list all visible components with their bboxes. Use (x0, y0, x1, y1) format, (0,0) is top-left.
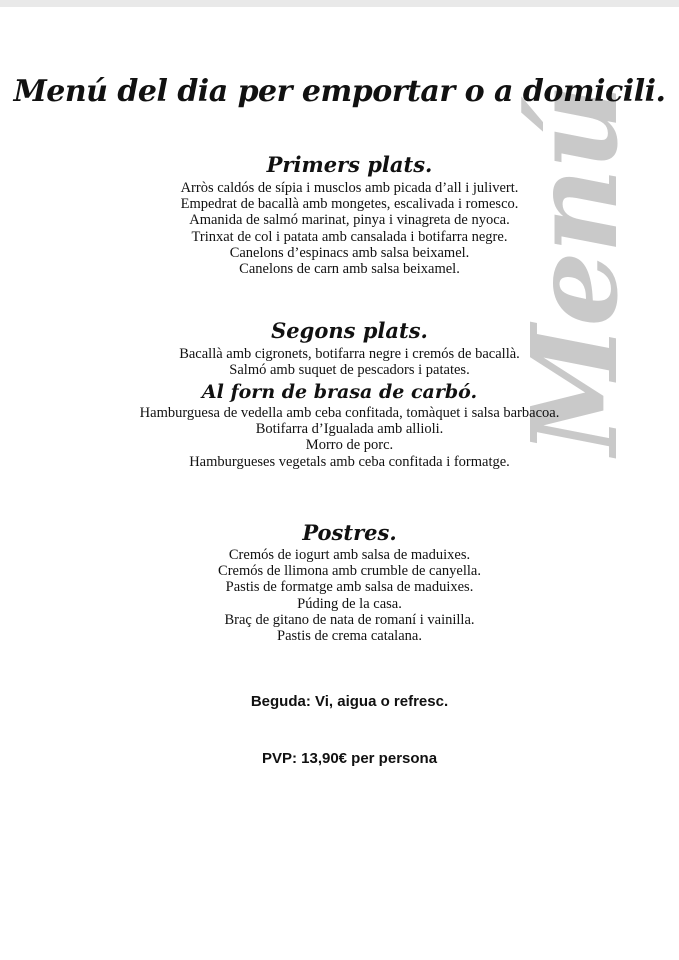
price-info: PVP: 13,90€ per persona (261, 750, 438, 767)
list-item: Cremós de iogurt amb salsa de maduixes. (228, 547, 471, 563)
watermark-text: Menú (505, 85, 645, 455)
list-item: Salmó amb suquet de pescadors i patates. (229, 362, 470, 379)
page-title: Menú del dia per emportar o a domicili. (13, 74, 666, 109)
list-item: Arròs caldós de sípia i musclos amb picada d’all i julivert. (180, 180, 519, 196)
top-bar (0, 0, 679, 7)
list-item: Trinxat de col i patata amb cansalada i botifarra negre. (191, 228, 508, 245)
list-item: Amanida de salmó marinat, pinya i vinagreta de nyoca. (189, 212, 510, 229)
list-item: Empedrat de bacallà amb mongetes, escalivada i romesco. (180, 196, 519, 213)
list-item: Canelons de carn amb salsa beixamel. (239, 261, 460, 278)
section-title-postres: Postres. (302, 520, 397, 545)
list-item: Pastis de crema catalana. (277, 628, 422, 645)
drinks-info: Beguda: Vi, aigua o refresc. (250, 693, 449, 710)
list-primers (0, 180, 679, 277)
list-item: Botifarra d’Igualada amb allioli. (255, 421, 444, 438)
section-title-primers: Primers plats. (266, 152, 433, 177)
list-item: Pastis de formatge amb salsa de maduixes. (225, 579, 474, 596)
list-item: Bacallà amb cigronets, botifarra negre i cremós de bacallà. (179, 346, 520, 362)
list-segons (0, 346, 679, 378)
list-item: Canelons d’espinacs amb salsa beixamel. (229, 244, 470, 261)
list-item: Hamburguesa de vedella amb ceba confitada, tomàquet i salsa barbacoa. (139, 405, 560, 421)
section-title-segons: Segons plats. (271, 318, 428, 343)
list-item: Hamburgueses vegetals amb ceba confitada i formatge. (189, 453, 510, 470)
list-item: Morro de porc. (305, 437, 394, 454)
list-forn (0, 405, 679, 470)
list-postres (0, 547, 679, 644)
list-item: Braç de gitano de nata de romaní i vainilla. (224, 611, 475, 628)
subsection-title-forn: Al forn de brasa de carbó. (201, 381, 478, 403)
list-item: Cremós de llimona amb crumble de canyella. (218, 563, 481, 580)
list-item: Púding de la casa. (297, 595, 402, 612)
